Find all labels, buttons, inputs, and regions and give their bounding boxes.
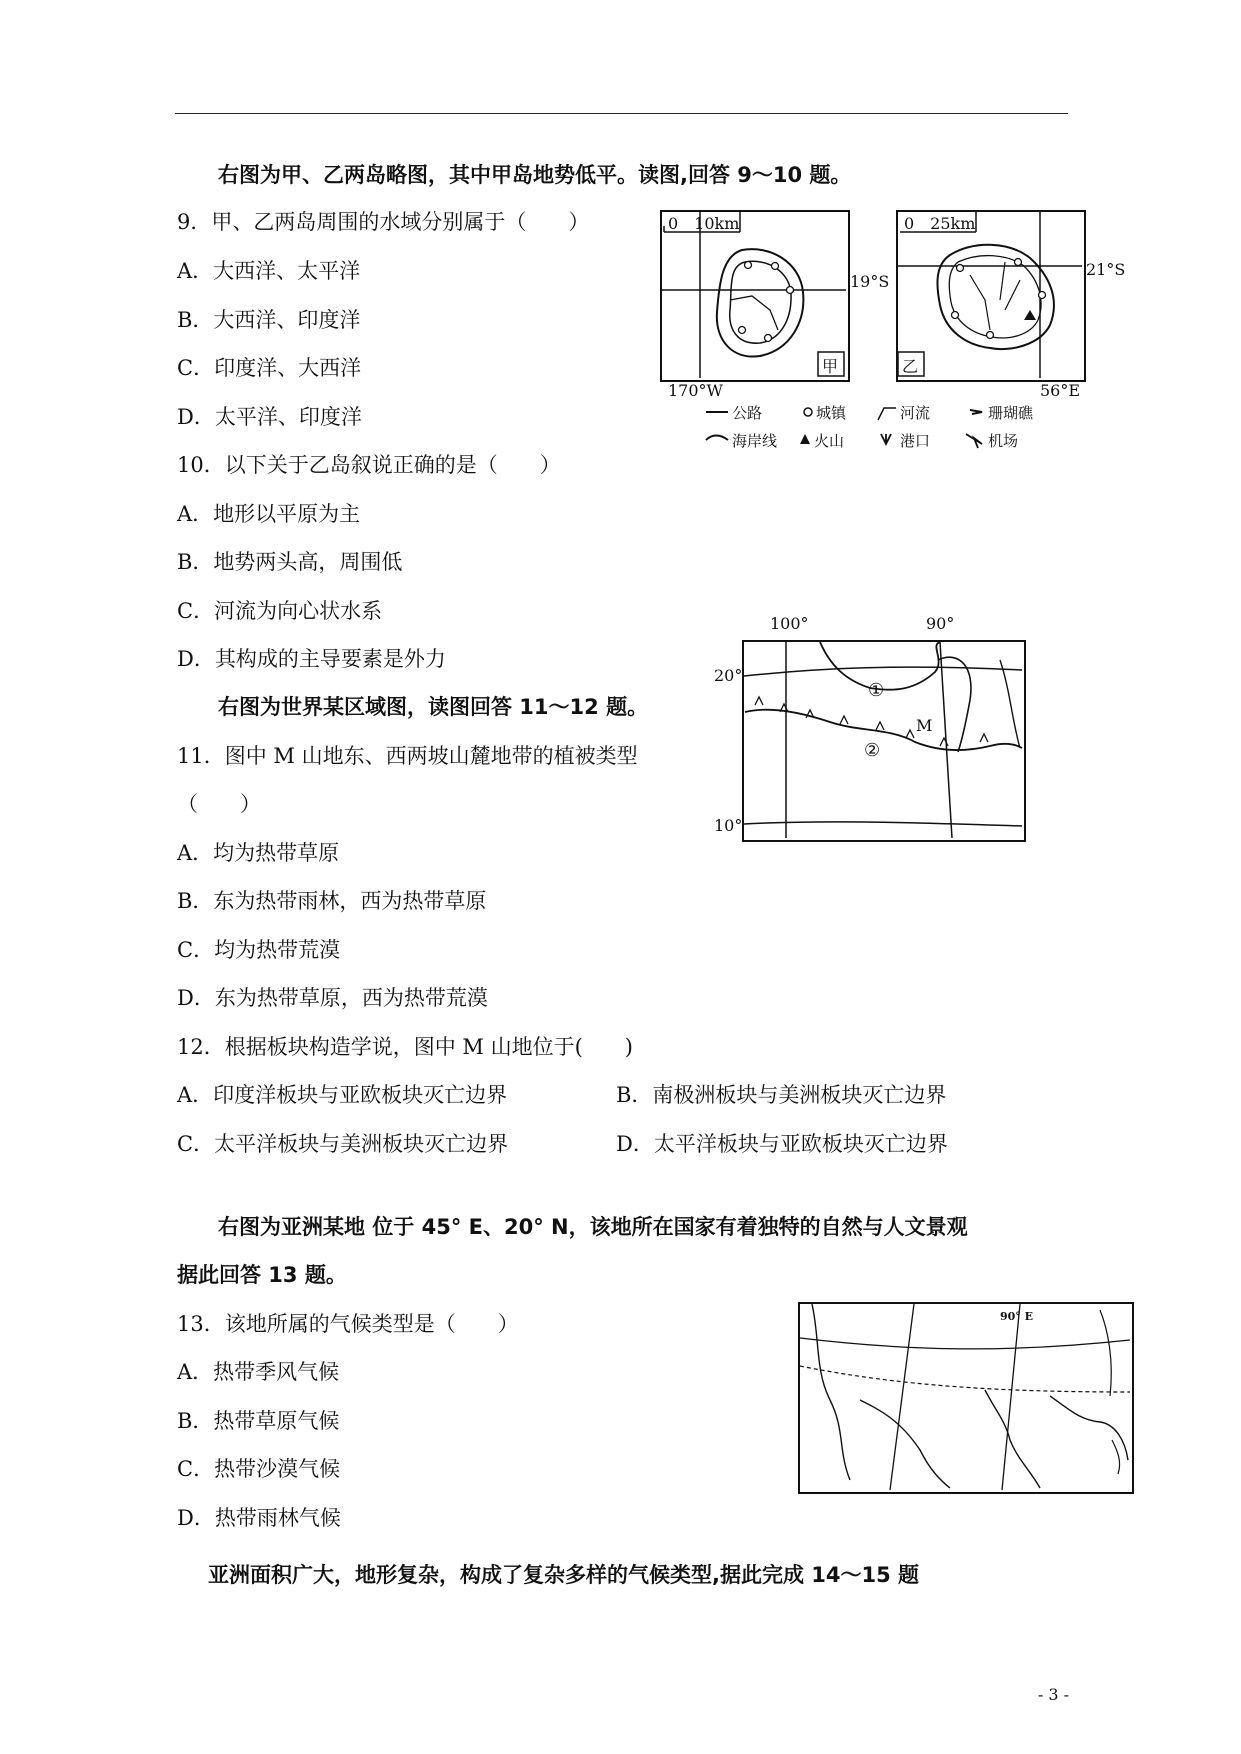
label-yi: 乙 xyxy=(902,357,919,376)
q13-option-a: A．热带季风气候 xyxy=(177,1360,340,1384)
legend-coastline: 海岸线 xyxy=(732,432,778,450)
page-number: - 3 - xyxy=(1037,1685,1069,1704)
q12-option-a: A．印度洋板块与亚欧板块灭亡边界 xyxy=(177,1083,508,1107)
q9-option-d: D．太平洋、印度洋 xyxy=(177,405,362,429)
q13-option-b: B．热带草原气候 xyxy=(177,1409,340,1433)
q12-option-d: D．太平洋板块与亚欧板块灭亡边界 xyxy=(616,1132,948,1156)
lat-yi: 21°S xyxy=(1086,260,1126,279)
q12-option-c: C．太平洋板块与美洲板块灭亡边界 xyxy=(177,1132,509,1156)
intro-13-line2: 据此回答 13 题。 xyxy=(177,1263,347,1287)
q12-option-b: B．南极洲板块与美洲板块灭亡边界 xyxy=(616,1083,947,1107)
legend-river: 河流 xyxy=(900,404,931,422)
intro-11-12: 右图为世界某区域图，读图回答 11～12 题。 xyxy=(218,695,649,719)
q10-option-a: A．地形以平原为主 xyxy=(177,502,361,526)
intro-9-10: 右图为甲、乙两岛略图，其中甲岛地势低平。读图,回答 9～10 题。 xyxy=(218,163,852,187)
legend-town: 城镇 xyxy=(816,404,847,422)
lat-jia: 19°S xyxy=(850,272,890,291)
map2-mark-2: ② xyxy=(864,740,881,761)
q11-option-c: C．均为热带荒漠 xyxy=(177,938,341,962)
intro-14-15: 亚洲面积广大，地形复杂，构成了复杂多样的气候类型,据此完成 14～15 题 xyxy=(208,1563,920,1587)
q13-stem: 13．该地所属的气候类型是（ ） xyxy=(177,1312,519,1336)
map3-lon-90e: 90° E xyxy=(1000,1310,1034,1323)
scale-jia: 0 10km xyxy=(668,214,740,233)
q9-option-b: B．大西洋、印度洋 xyxy=(177,308,361,332)
label-jia: 甲 xyxy=(822,357,839,376)
map2-mark-1: ① xyxy=(868,680,885,701)
q10-stem: 10．以下关于乙岛叙说正确的是（ ） xyxy=(177,453,561,477)
q10-option-d: D．其构成的主导要素是外力 xyxy=(177,647,446,671)
q13-option-c: C．热带沙漠气候 xyxy=(177,1457,341,1481)
scale-yi: 0 25km xyxy=(904,214,976,233)
map2-lon-90: 90° xyxy=(926,614,955,633)
q10-option-c: C．河流为向心状水系 xyxy=(177,599,383,623)
q9-option-c: C．印度洋、大西洋 xyxy=(177,356,362,380)
map2-lon-100: 100° xyxy=(770,614,809,633)
lon-jia: 170°W xyxy=(668,381,723,400)
legend-volcano: 火山 xyxy=(814,432,845,450)
map2-lat-10: 10° xyxy=(714,816,743,835)
map2-lat-20: 20° xyxy=(714,666,743,685)
q9-option-a: A．大西洋、太平洋 xyxy=(177,259,361,283)
q11-option-b: B．东为热带雨林，西为热带草原 xyxy=(177,889,487,913)
q11-option-a: A．均为热带草原 xyxy=(177,841,340,865)
legend-reef: 珊瑚礁 xyxy=(988,404,1034,422)
q10-option-b: B．地势两头高，周围低 xyxy=(177,550,403,574)
q12-stem: 12．根据板块构造学说，图中 M 山地位于( ) xyxy=(177,1035,633,1059)
q11-stem-paren: （ ） xyxy=(177,792,261,816)
intro-13-line1: 右图为亚洲某地 位于 45° E、20° N，该地所在国家有着独特的自然与人文景观 xyxy=(218,1215,968,1239)
q11-stem: 11．图中 M 山地东、西两坡山麓地带的植被类型 xyxy=(177,744,638,768)
legend-road: 公路 xyxy=(732,404,763,422)
legend-airport: 机场 xyxy=(988,432,1019,450)
legend-port: 港口 xyxy=(900,432,931,450)
lon-yi: 56°E xyxy=(1040,381,1081,400)
q13-option-d: D．热带雨林气候 xyxy=(177,1506,341,1530)
q11-option-d: D．东为热带草原，西为热带荒漠 xyxy=(177,986,488,1010)
map2-mark-m: M xyxy=(916,716,933,735)
q9-stem: 9．甲、乙两岛周围的水域分别属于（ ） xyxy=(177,210,590,234)
